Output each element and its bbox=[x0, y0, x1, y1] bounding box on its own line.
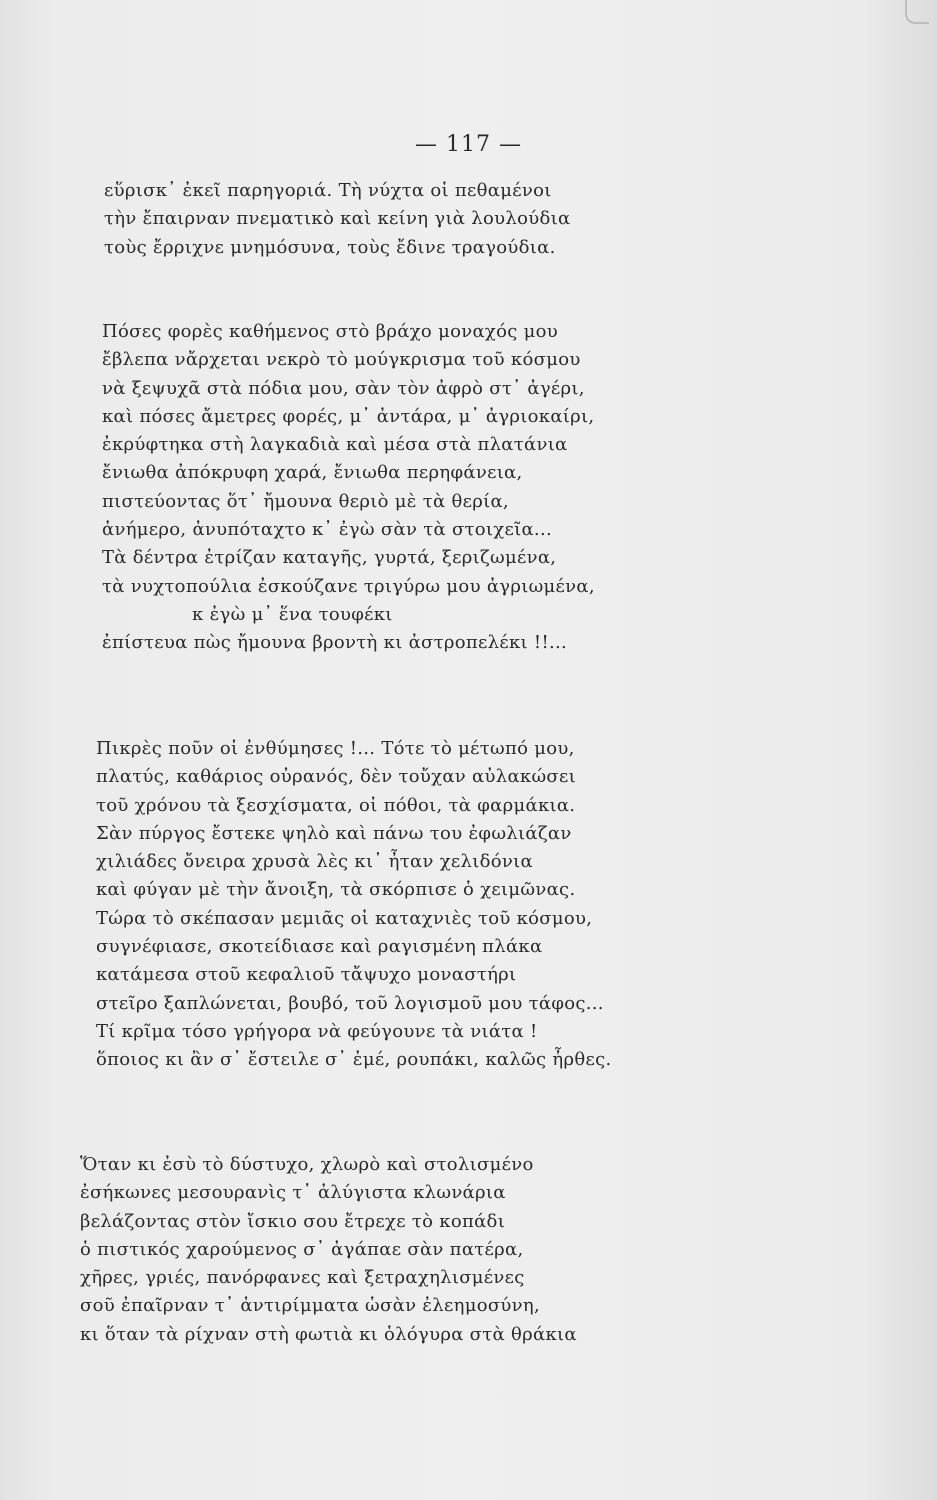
poem-line: ἔβλεπα νἄρχεται νεκρὸ τὸ μούγκρισμα τοῦ κόσμου bbox=[102, 349, 581, 371]
poem-line: χιλιάδες ὄνειρα χρυσὰ λὲς κι᾿ ἦταν χελιδόνια bbox=[96, 851, 533, 873]
stanza-3 bbox=[96, 735, 676, 1075]
poem-line: βελάζοντας στὸν ἴσκιο σου ἔτρεχε τὸ κοπάδι bbox=[80, 1210, 506, 1232]
stanza-1 bbox=[104, 177, 684, 262]
poem-line: τοῦ χρόνου τὰ ξεσχίσματα, οἱ πόθοι, τὰ φαρμάκια. bbox=[96, 794, 576, 816]
poem-line: σοῦ ἐπαῖρναν τ᾿ ἀντιρίμματα ὡσὰν ἐλεημοσύνη, bbox=[80, 1295, 541, 1317]
poem-line: συγνέφιασε, σκοτείδιασε καὶ ραγισμένη πλάκα bbox=[96, 936, 543, 958]
poem-line: κι ὅταν τὰ ρίχναν στὴ φωτιὰ κι ὁλόγυρα στὰ θράκια bbox=[80, 1323, 577, 1345]
poem-line: ὁ πιστικός χαρούμενος σ᾿ ἀγάπαε σὰν πατέρα, bbox=[80, 1238, 524, 1260]
poem-line: Πόσες φορὲς καθήμενος στὸ βράχο μοναχός μου bbox=[102, 321, 559, 342]
poem-line: ἐσήκωνες μεσουρανὶς τ᾿ ἀλύγιστα κλωνάρια bbox=[80, 1182, 506, 1204]
poem-line-indented: κ ἐγὼ μ᾿ ἕνα τουφέκι bbox=[192, 603, 393, 625]
poem-line: κατάμεσα στοῦ κεφαλιοῦ τἄψυχο μοναστήρι bbox=[96, 964, 517, 986]
poem-line: καὶ πόσες ἄμετρες φορές, μ᾿ ἀντάρα, μ᾿ ἀγριοκαίρι, bbox=[102, 405, 595, 427]
poem-line: νὰ ξεψυχᾶ στὰ πόδια μου, σὰν τὸν ἀφρὸ στ᾿ ἀγέρι, bbox=[102, 377, 585, 399]
poem-line: Σὰν πύργος ἔστεκε ψηλὸ καὶ πάνω του ἐφωλιάζαν bbox=[96, 822, 572, 844]
poem-line: Τί κρῖμα τόσο γρήγορα νὰ φεύγουνε τὰ νιάτα ! bbox=[96, 1020, 538, 1042]
poem-line: Ὅταν κι ἐσὺ τὸ δύστυχο, χλωρὸ καὶ στολισμένο bbox=[80, 1154, 534, 1175]
poem-line: ἐκρύφτηκα στὴ λαγκαδιὰ καὶ μέσα στὰ πλατάνια bbox=[102, 434, 568, 456]
poem-line: στεῖρο ξαπλώνεται, βουβό, τοῦ λογισμοῦ μου τάφος... bbox=[96, 992, 604, 1014]
poem-line: εὕρισκ᾿ ἐκεῖ παρηγοριά. Τὴ νύχτα οἱ πεθαμένοι bbox=[104, 180, 552, 201]
poem-line: Τὰ δέντρα ἐτρίζαν καταγῆς, γυρτά, ξεριζωμένα, bbox=[102, 547, 557, 569]
poem-line: χῆρες, γριές, πανόρφανες καὶ ξετραχηλισμένες bbox=[80, 1267, 525, 1289]
poem-line: τοὺς ἔρριχνε μνημόσυνα, τοὺς ἔδινε τραγούδια. bbox=[104, 236, 556, 258]
poem-line: ἐπίστευα πὼς ἤμουνα βροντὴ κι ἀστροπελέκι !!... bbox=[102, 632, 568, 654]
stanza-2 bbox=[102, 318, 682, 658]
poem-line: ἀνήμερο, ἀνυπόταχτο κ᾿ ἐγὼ σὰν τὰ στοιχεῖα... bbox=[102, 519, 552, 541]
poem-line: καὶ φύγαν μὲ τὴν ἄνοιξη, τὰ σκόρπισε ὁ χειμῶνας. bbox=[96, 879, 576, 901]
poem-line: ἔνιωθα ἀπόκρυφη χαρά, ἔνιωθα περηφάνεια, bbox=[102, 462, 523, 484]
page-corner-mark bbox=[905, 0, 929, 24]
poem-line: πιστεύοντας ὅτ᾿ ἤμουνα θεριὸ μὲ τὰ θερία, bbox=[102, 490, 509, 512]
poem-line: πλατύς, καθάριος οὐρανός, δὲν τοὔχαν αὐλακώσει bbox=[96, 766, 576, 788]
poem-line: Πικρὲς ποῦν οἱ ἐνθύμησες !... Τότε τὸ μέτωπό μου, bbox=[96, 738, 575, 759]
poem-line: τὰ νυχτοπούλια ἐσκούζανε τριγύρω μου ἀγριωμένα, bbox=[102, 575, 595, 597]
page-number: — 117 — bbox=[415, 132, 522, 157]
poem-line: Τώρα τὸ σκέπασαν μεμιᾶς οἱ καταχνιὲς τοῦ κόσμου, bbox=[96, 907, 593, 929]
poem-line: τὴν ἔπαιρναν πνεματικὸ καὶ κείνη γιὰ λουλούδια bbox=[104, 208, 571, 230]
stanza-4 bbox=[80, 1151, 660, 1349]
poem-line: ὅποιος κι ἂν σ᾿ ἔστειλε σ᾿ ἐμέ, ρουπάκι, καλῶς ἦρθες. bbox=[96, 1049, 612, 1071]
